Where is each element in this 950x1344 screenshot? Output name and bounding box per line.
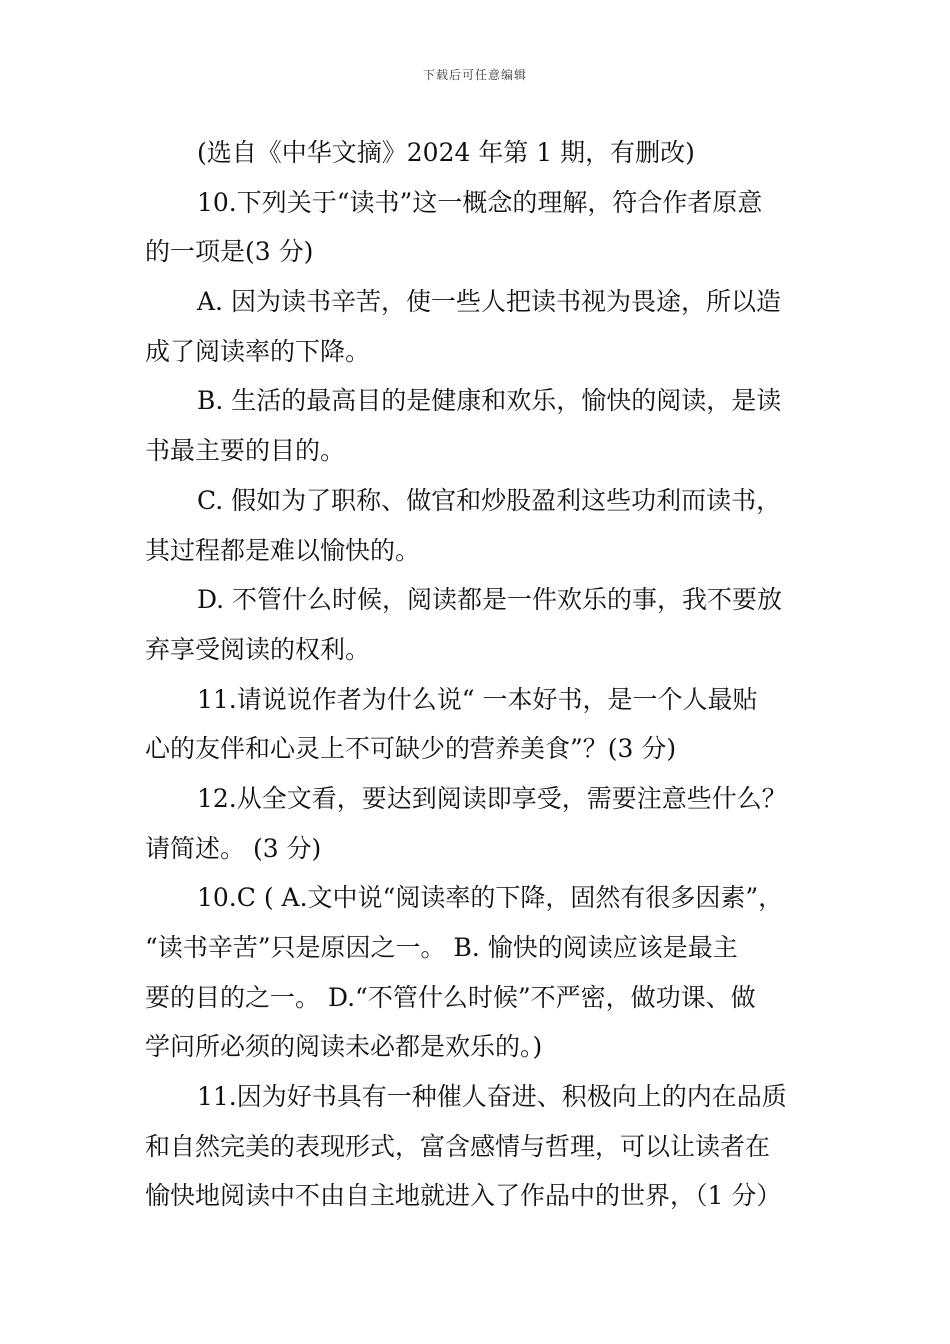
page-header-note: 下载后可任意编辑 [422,68,527,82]
option-d-cont: 弃享受阅读的权利。 [145,634,371,664]
option-d: D. 不管什么时候，阅读都是一件欢乐的事，我不要放 [197,585,783,615]
question-12: 12.从全文看，要达到阅读即享受，需要注意些什么？ [197,783,787,813]
option-b-cont: 书最主要的目的。 [145,436,346,466]
question-10-stem: 10.下列关于“读书”这一概念的理解，符合作者原意 [197,187,763,217]
answer-10: 10.C ( A.文中说“阅读率的下降，固然有很多因素”， [197,883,784,913]
option-a: A. 因为读书辛苦，使一些人把读书视为畏途，所以造 [197,287,781,317]
source-citation: (选自《中华文摘》2024 年第 1 期，有删改) [197,138,695,167]
question-12-cont: 请简述。 (3 分) [145,833,322,863]
answer-11-cont-1: 和自然完美的表现形式，富含感情与哲理，可以让读者在 [145,1131,771,1161]
answer-10-cont-1: “读书辛苦”只是原因之一。 B. 愉快的阅读应该是最主 [145,933,738,962]
document-body [145,128,815,1221]
answer-11: 11.因为好书具有一种催人奋进、积极向上的内在品质 [197,1082,787,1112]
question-11: 11.请说说作者为什么说“ 一本好书，是一个人最贴 [197,684,758,714]
question-11-cont: 心的友伴和心灵上不可缺少的营养美食”？(3 分) [145,734,677,764]
option-c-cont: 其过程都是难以愉快的。 [145,535,421,565]
answer-10-cont-3: 学问所必须的阅读未必都是欢乐的。) [145,1032,543,1062]
answer-10-cont-2: 要的目的之一。 D.“不管什么时候”不严密，做功课、做 [145,982,756,1012]
answer-11-cont-2: 愉快地阅读中不由自主地就进入了作品中的世界，（1 分） [145,1181,782,1211]
option-b: B. 生活的最高目的是健康和欢乐，愉快的阅读，是读 [197,386,782,416]
question-10-stem-cont: 的一项是(3 分) [145,237,314,267]
option-a-cont: 成了阅读率的下降。 [145,336,371,366]
option-c: C. 假如为了职称、做官和炒股盈利这些功利而读书， [197,485,782,515]
